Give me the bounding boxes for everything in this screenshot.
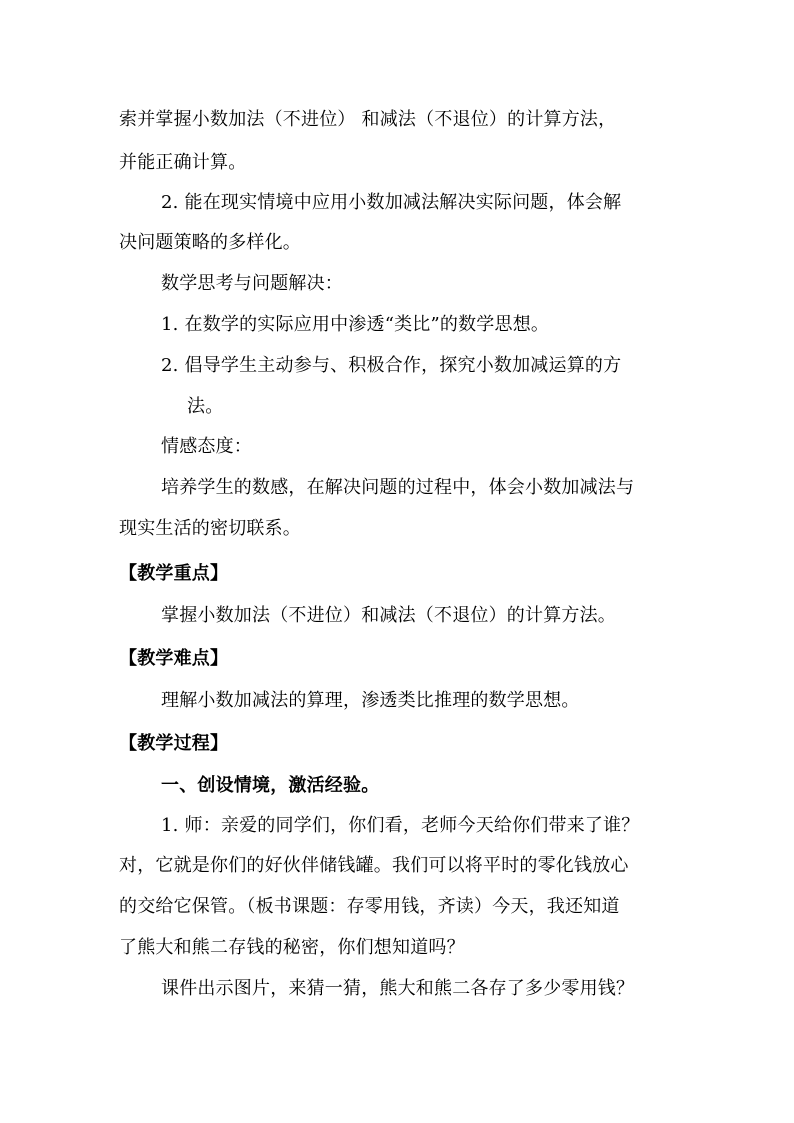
text-line-18: 1. 师：亲爱的同学们，你们看，老师今天给你们带来了谁？ [161, 815, 640, 836]
text-line-11: 现实生活的密切联系。 [119, 518, 301, 539]
text-line-20: 的交给它保管。（板书课题：存零用钱，齐读）今天，我还知道 [119, 896, 620, 917]
text-line-7: 2. 倡导学生主动参与、积极合作，探究小数加减运算的方 [161, 355, 622, 376]
text-line-10: 培养学生的数感，在解决问题的过程中，体会小数加减法与 [161, 477, 635, 498]
heading-difficult-points: 【教学难点】 [119, 648, 229, 669]
text-line-2: 并能正确计算。 [119, 152, 247, 173]
text-line-1: 索并掌握小数加法（不进位） 和减法（不退位）的计算方法， [119, 109, 617, 130]
text-line-6: 1. 在数学的实际应用中渗透“类比”的数学思想。 [161, 314, 550, 335]
subheading-create-scenario: 一、创设情境，激活经验。 [161, 775, 380, 796]
text-line-22: 课件出示图片，来猜一猜，熊大和熊二各存了多少零用钱？ [161, 978, 635, 999]
section-label-thinking: 数学思考与问题解决： [161, 273, 343, 294]
text-line-8: 法。 [187, 396, 224, 417]
section-label-attitude: 情感态度： [161, 436, 252, 457]
text-line-4: 决问题策略的多样化。 [119, 232, 301, 253]
text-line-3: 2. 能在现实情境中应用小数加减法解决实际问题，体会解 [161, 192, 622, 213]
text-line-13: 掌握小数加法（不进位）和减法（不退位）的计算方法。 [161, 605, 616, 626]
text-line-21: 了熊大和熊二存钱的秘密，你们想知道吗？ [119, 937, 465, 958]
text-line-15: 理解小数加减法的算理，渗透类比推理的数学思想。 [161, 690, 580, 711]
text-line-19: 对，它就是你们的好伙伴储钱罐。我们可以将平时的零化钱放心 [119, 855, 629, 876]
heading-key-points: 【教学重点】 [119, 563, 229, 584]
heading-teaching-process: 【教学过程】 [119, 733, 229, 754]
